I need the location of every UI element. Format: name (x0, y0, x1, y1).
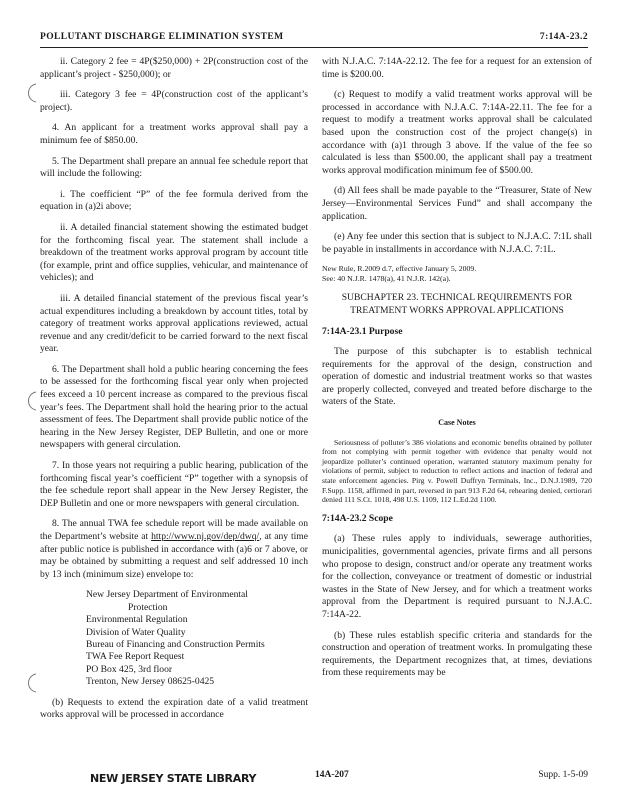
page-number: 14A-207 (315, 770, 349, 780)
paragraph: with N.J.A.C. 7:14A-22.12. The fee for a request for an extension of time is $200.00. (322, 56, 592, 80)
case-notes-heading: Case Notes (438, 418, 476, 428)
paragraph-with-link (40, 518, 308, 581)
paragraph: (b) Requests to extend the expiration date of a valid treatment works approval will be processed in accordance (40, 696, 308, 721)
address-line: Protection (128, 601, 168, 613)
paragraph: 6. The Department shall hold a public hearing concerning the fees to be assessed for the forthcoming fiscal year only when projected fees exceed a 10 percent increase as compared to the previous fiscal year’s fees. The Department shall hold the hearing prior to the actual assessment of fees. The Department shall provide public notice of the hearing in the New Jersey Register, DEP Bulletin, and one or more newspapers with general circulation. (40, 363, 308, 451)
address-line: PO Box 425, 3rd floor (86, 663, 173, 675)
address-line: Bureau of Financing and Construction Permits (86, 639, 265, 650)
right-column (322, 56, 592, 688)
left-column (40, 56, 308, 730)
header-title: POLLUTANT DISCHARGE ELIMINATION SYSTEM (40, 32, 284, 42)
paragraph: i. The coefficient “P” of the fee formula derived from the equation in (a)2i above; (40, 188, 308, 213)
section-heading: 7:14A-23.1 Purpose (322, 325, 403, 337)
paragraph-text: , at any time after public notice is published in accordance with (a)6 or 7 above, or may be obtained by submitting a request and self addressed 10 inch by 13 inch (minimum size) envelope to: (40, 531, 308, 580)
paragraph: ii. A detailed financial statement showing the estimated budget for the forthcoming fiscal year. The statement shall include a breakdown of the treatment works approval program by account title (for example, print and office supplies, vehicular, and maintenance of vehicles); and (40, 221, 308, 284)
paragraph: (e) Any fee under this section that is subject to N.J.A.C. 7:1L shall be payable in installments in accordance with N.J.A.C. 7:1L. (322, 231, 592, 255)
hole-punch-mark (22, 82, 42, 104)
library-stamp: NEW JERSEY STATE LIBRARY (90, 772, 257, 785)
rule-history: New Rule, R.2009 d.7, effective January 5, 2009. See: 40 N.J.R. 1478(a), 41 N.J.R. 142(a). (322, 264, 477, 284)
address-line: New Jersey Department of Environmental (86, 589, 248, 601)
address-line: Trenton, New Jersey 08625-0425 (86, 676, 215, 688)
paragraph: (b) These rules establish specific criteria and standards for the construction and operation of treatment works. In promulgating these requirements, the Department recognizes that, at times, deviations from these requirements may be (322, 629, 592, 679)
paragraph: 4. An applicant for a treatment works approval shall pay a minimum fee of $850.00. (40, 122, 308, 146)
section-heading: 7:14A-23.2 Scope (322, 512, 393, 524)
paragraph: 5. The Department shall prepare an annual fee schedule report that will include the following: (40, 155, 308, 180)
hole-punch-mark (22, 672, 42, 694)
case-note: Seriousness of polluter’s 386 violations and economic benefits obtained by polluter from not complying with permit together with evidence that penalty would not jeopardize polluter’s continued operation, warranted statutory maximum penalty for violations of permit, subject to reduction to reflect actions and inaction of federal and state enforcement agencies. Pirg v. Powell Duffryn Terminals, Inc., D.N.J.1989, 720 F.Supp. 1158, affirmed in part, reversed in part 913 F.2d 64, rehearing denied, certiorari denied 111 S.Ct. 1018, 498 U.S. 1109, 112 L.Ed.2d 1100. (322, 437, 592, 505)
paragraph: (a) These rules apply to individuals, sewerage authorities, municipalities, governmental agencies, private firms and all persons who propose to design, construct and/or operate any treatment works for the collection, conveyance or treatment of domestic or industrial wastes in the State of New Jersey, and for which a treatment works approval from the Department is required pursuant to N.J.A.C. 7:14A-22. (322, 533, 592, 620)
address-line: Division of Water Quality (86, 626, 186, 638)
subchapter-heading: SUBCHAPTER 23. TECHNICAL REQUIREMENTS FOR TREATMENT WORKS APPROVAL APPLICATIONS (341, 292, 573, 316)
paragraph: ii. Category 2 fee = 4P($250,000) + 2P(construction cost of the applicant’s project - $250,000); or (40, 56, 308, 80)
paragraph: (d) All fees shall be made payable to the “Treasurer, State of New Jersey—Environmental Services Fund” and shall accompany the application. (322, 185, 592, 222)
supplement-date: Supp. 1-5-09 (538, 770, 588, 780)
paragraph: The purpose of this subchapter is to establish technical requirements for the approval of the design, construction and operation of domestic and industrial treatment works so that wastes are properly collected, conveyed and treated before discharge to the waters of the State. (322, 346, 592, 408)
paragraph: 7. In those years not requiring a public hearing, publication of the forthcoming fiscal year’s coefficient “P” together with a synopsis of the fee schedule report shall appear in the New Jersey Register, the DEP Bulletin and one or more newspapers with general circulation. (40, 460, 308, 509)
hole-punch-mark (22, 390, 42, 412)
header-section-number: 7:14A-23.2 (539, 32, 588, 42)
mailing-address (86, 589, 308, 688)
running-header (40, 31, 588, 48)
address-line: Environmental Regulation (86, 614, 188, 626)
paragraph: iii. A detailed financial statement of the previous fiscal year’s actual expenditures including a breakdown by account titles, total by category of treatment works approval applications reviewed, actual revenue and any credit/deficit to be carried forward to the next fiscal year. (40, 292, 308, 355)
address-line: TWA Fee Report Request (86, 651, 185, 663)
paragraph: (c) Request to modify a valid treatment works approval will be processed in accordance with N.J.A.C. 7:14A-22.11. The fee for a request to modify a treatment works approval shall be calculated based upon the construction cost of the project change(s) in accordance with (a)1 through 3 above. If the value of the fee so calculated is less than $500.00, the applicant shall pay a treatment works approval modification minimum fee of $500.00. (322, 89, 592, 176)
paragraph-text: 8. The annual TWA fee schedule report will be made available on the Department’s website at (40, 518, 308, 542)
page-footer (40, 770, 588, 790)
paragraph: iii. Category 3 fee = 4P(construction cost of the applicant’s project). (40, 89, 308, 113)
dep-website-link[interactable]: http://www.nj.gov/dep/dwq/ (151, 531, 260, 542)
